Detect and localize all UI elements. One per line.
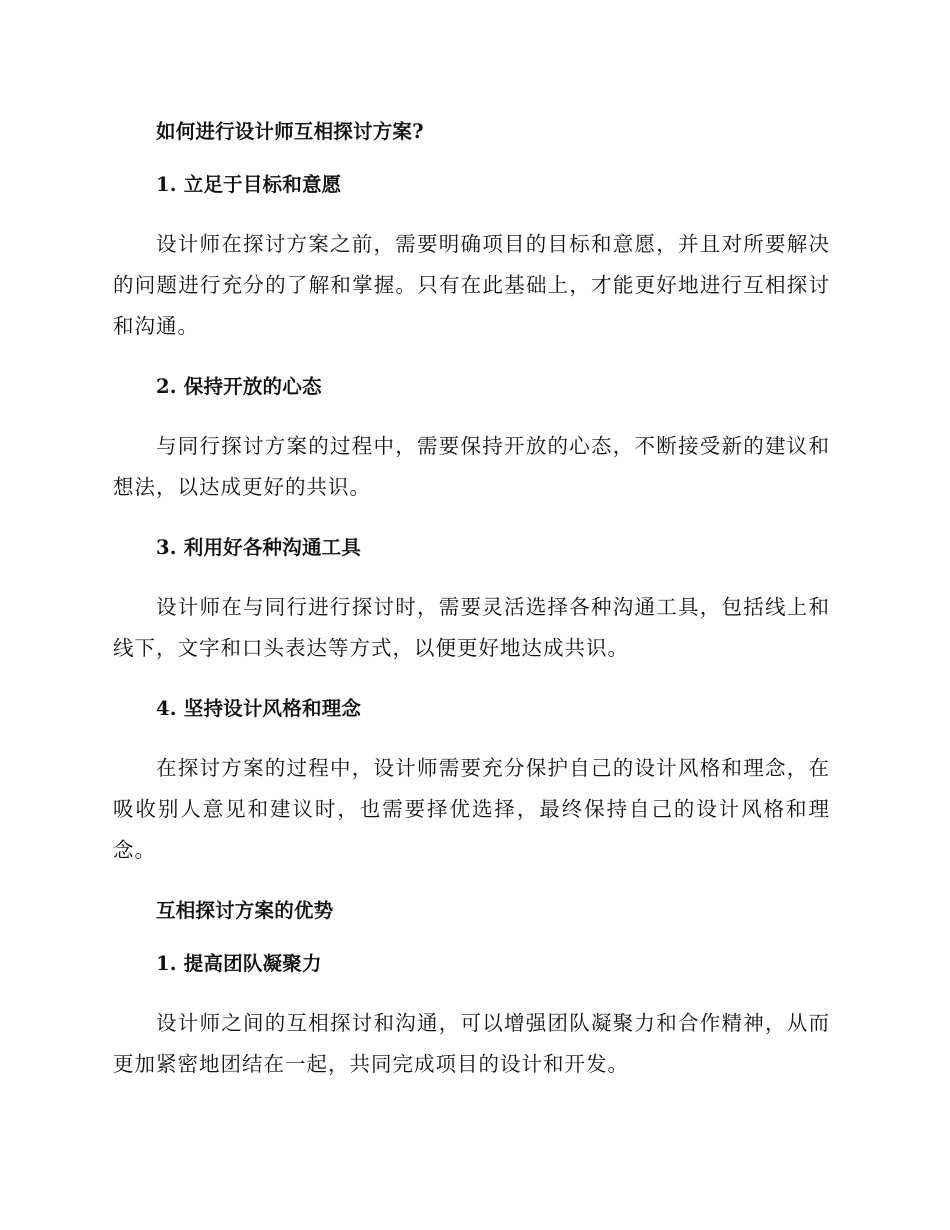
section-title-advantages: 互相探讨方案的优势 (156, 899, 334, 922)
section-heading-2: 2. 保持开放的心态 (156, 375, 322, 398)
document-title: 如何进行设计师互相探讨方案? (156, 120, 424, 143)
section-heading-1: 1. 立足于目标和意愿 (156, 173, 342, 196)
section-body-1: 设计师在探讨方案之前，需要明确项目的目标和意愿，并且对所要解决的问题进行充分的了解和掌握。只有在此基础上，才能更好地进行互相探讨和沟通。 (113, 232, 830, 338)
section-body-advantage-1: 设计师之间的互相探讨和沟通，可以增强团队凝聚力和合作精神，从而更加紧密地团结在一起，共同完成项目的设计和开发。 (113, 1011, 830, 1076)
section-heading-3: 3. 利用好各种沟通工具 (156, 536, 362, 559)
section-body-3: 设计师在与同行进行探讨时，需要灵活选择各种沟通工具，包括线上和线下，文字和口头表达等方式，以便更好地达成共识。 (113, 595, 830, 660)
section-heading-4: 4. 坚持设计风格和理念 (156, 697, 362, 720)
section-heading-advantage-1: 1. 提高团队凝聚力 (156, 952, 322, 975)
section-body-2: 与同行探讨方案的过程中，需要保持开放的心态，不断接受新的建议和想法，以达成更好的共识。 (113, 434, 830, 499)
section-body-4: 在探讨方案的过程中，设计师需要充分保护自己的设计风格和理念，在吸收别人意见和建议时，也需要择优选择，最终保持自己的设计风格和理念。 (113, 756, 830, 862)
